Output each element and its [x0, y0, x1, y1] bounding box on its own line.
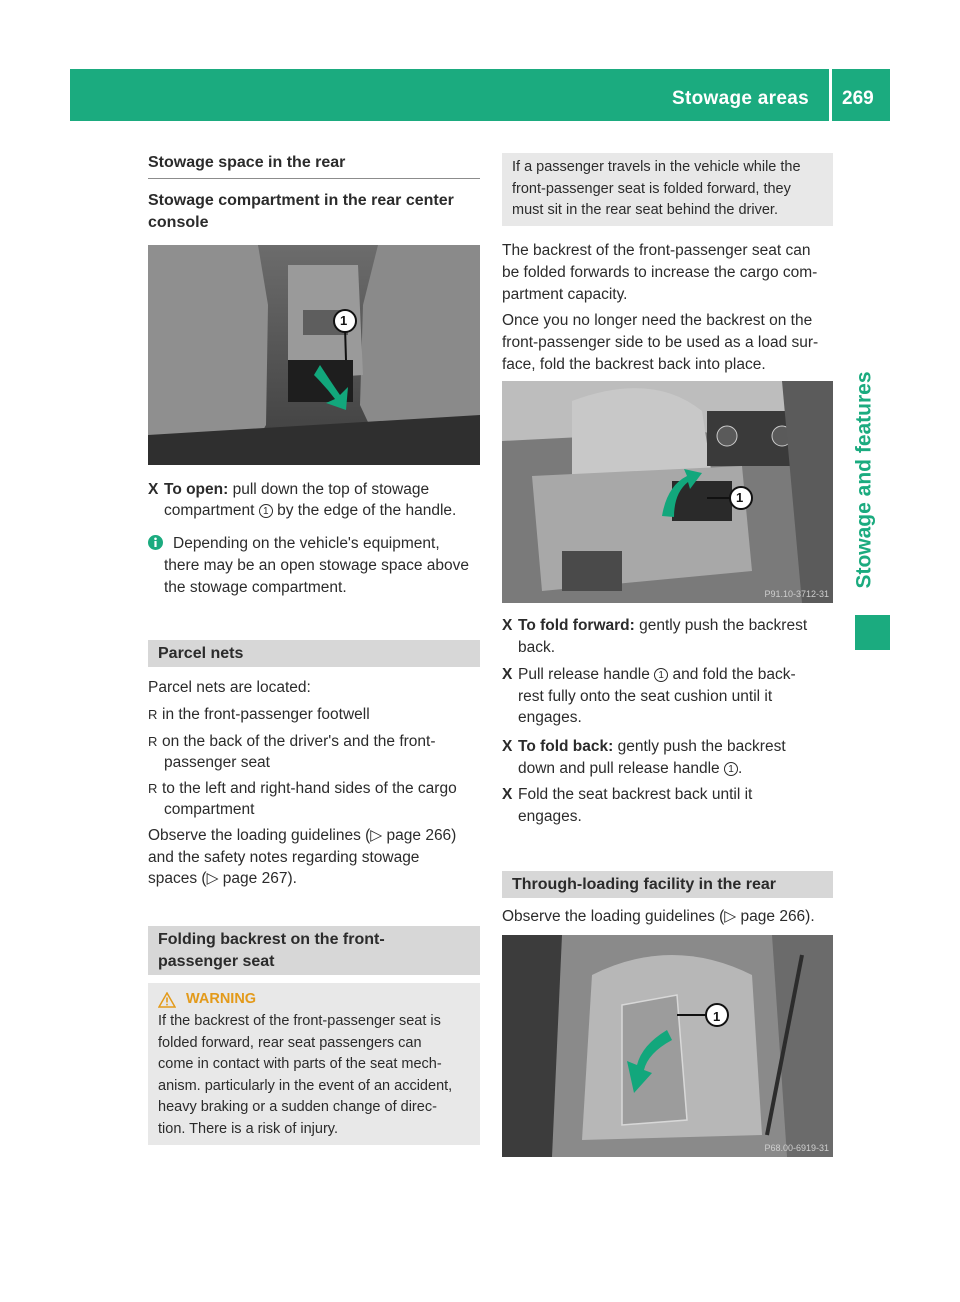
step-text: Fold the seat backrest back until it — [518, 786, 753, 803]
para1-line: be folded forwards to increase the cargo com- — [502, 264, 818, 281]
info-line3: the stowage compartment. — [164, 579, 347, 596]
side-tab-label: Stowage and features — [853, 371, 876, 589]
warning-line: folded forward, rear seat passengers can — [158, 1034, 422, 1051]
step-open-line2 — [164, 500, 456, 522]
para2-line: face, fold the backrest back into place. — [502, 356, 766, 373]
marker-1-icon: 1 — [724, 762, 738, 776]
step-text: gently push the backrest — [617, 738, 786, 755]
para1-line: partment capacity. — [502, 286, 628, 303]
para1-line: The backrest of the front-passenger seat can — [502, 242, 811, 259]
image2-marker: 1 — [736, 490, 744, 505]
step-open-text: pull down the top of stowage — [232, 481, 430, 498]
rear-console-photo — [148, 245, 480, 465]
observe-line1: Observe the loading guidelines (▷ page 266) — [148, 827, 457, 844]
step-arrow-icon: X — [502, 786, 513, 803]
step-open-text-2a: compartment — [164, 502, 255, 519]
step-open-text-2b: by the edge of the handle. — [277, 502, 457, 519]
through-observe: Observe the loading guidelines (▷ page 266). — [502, 908, 815, 925]
step-text: Pull release handle — [518, 666, 650, 683]
folding-heading — [148, 926, 480, 975]
list-item-text: to the left and right-hand sides of the cargo — [162, 780, 457, 797]
step-arrow-icon: X — [502, 738, 513, 755]
step-fold-back-line2 — [518, 758, 742, 780]
para2-line: Once you no longer need the backrest on the — [502, 312, 813, 329]
through-loading-heading: Through-loading facility in the rear — [502, 871, 833, 898]
note-line: If a passenger travels in the vehicle while the — [512, 159, 801, 175]
step-pull-handle — [502, 664, 796, 686]
step-text-cont: back. — [518, 639, 556, 656]
step-text-cont: rest fully onto the seat cushion until it — [518, 688, 773, 705]
list-item-cont: compartment — [164, 801, 255, 818]
step-text: gently push the backrest — [639, 617, 808, 634]
list-item: R in the front-passenger footwell — [148, 706, 370, 723]
observe-line3: spaces (▷ page 267). — [148, 870, 297, 887]
note-line: front-passenger seat is folded forward, they — [512, 180, 791, 197]
image3-caption: P68.00-6919-31 — [764, 1143, 829, 1153]
step-fold-forward — [502, 615, 807, 637]
step-arrow-icon: X — [148, 481, 159, 498]
page-number: 269 — [842, 88, 874, 109]
list-item: R to the left and right-hand sides of the cargo — [148, 780, 457, 797]
folding-heading-line2: passenger seat — [158, 953, 275, 970]
parcel-intro: Parcel nets are located: — [148, 679, 311, 696]
side-tab-label-wrap — [843, 330, 887, 630]
warning-title: WARNING — [186, 991, 257, 1008]
step-open — [148, 479, 429, 501]
para2-line: front-passenger side to be used as a load sur- — [502, 334, 819, 351]
subsection-title-line1: Stowage compartment in the rear center — [148, 192, 454, 209]
marker-1-icon: 1 — [654, 668, 668, 682]
folding-heading-line1: Folding backrest on the front- — [158, 931, 385, 948]
step-open-label: To open: — [164, 481, 229, 498]
step-arrow-icon: X — [502, 666, 513, 683]
warning-line: heavy braking or a sudden change of direc- — [158, 1099, 437, 1115]
step-arrow-icon: X — [502, 617, 513, 634]
list-item-text: on the back of the driver's and the front- — [162, 733, 436, 750]
side-tab-marker — [855, 615, 890, 650]
warning-line: If the backrest of the front-passenger seat is — [158, 1013, 441, 1029]
step-label: To fold forward: — [518, 617, 635, 634]
header-divider — [829, 69, 832, 121]
section-rule — [148, 178, 480, 179]
step-text-period: . — [737, 760, 743, 777]
step-text-b: and fold the back- — [672, 666, 796, 683]
list-item: R on the back of the driver's and the front- — [148, 733, 436, 750]
list-item-text: in the front-passenger footwell — [162, 706, 370, 723]
parcel-nets-heading: Parcel nets — [148, 640, 480, 667]
warning-icon — [158, 992, 176, 1008]
image2-caption: P91.10-3712-31 — [764, 589, 829, 599]
info-line1: Depending on the vehicle's equipment, — [173, 535, 440, 552]
warning-line: anism. particularly in the event of an accident, — [158, 1077, 453, 1094]
observe-line2: and the safety notes regarding stowage — [148, 849, 420, 866]
front-seat-backrest-photo — [502, 381, 833, 603]
step-text-cont: engages. — [518, 808, 582, 825]
warning-box — [148, 983, 480, 1145]
list-item-cont: passenger seat — [164, 754, 270, 771]
step-label: To fold back: — [518, 738, 614, 755]
subsection-title-line2: console — [148, 214, 209, 231]
rear-seat-through-loading-photo — [502, 935, 833, 1157]
info-icon — [148, 535, 163, 555]
header-title: Stowage areas — [672, 88, 809, 109]
image3-marker: 1 — [713, 1009, 721, 1024]
note-box — [502, 153, 833, 226]
image1-marker: 1 — [340, 313, 348, 328]
warning-line: tion. There is a risk of injury. — [158, 1120, 338, 1137]
step-text-cont: engages. — [518, 709, 582, 726]
section-title: Stowage space in the rear — [148, 154, 346, 171]
step-fold-back — [502, 736, 786, 758]
info-line2: there may be an open stowage space above — [164, 557, 470, 574]
step-text: down and pull release handle — [518, 760, 720, 777]
step-fold-seat — [502, 784, 752, 806]
warning-line: come in contact with parts of the seat mech- — [158, 1056, 442, 1072]
note-line: must sit in the rear seat behind the driver. — [512, 202, 778, 218]
marker-1-icon: 1 — [259, 504, 273, 518]
